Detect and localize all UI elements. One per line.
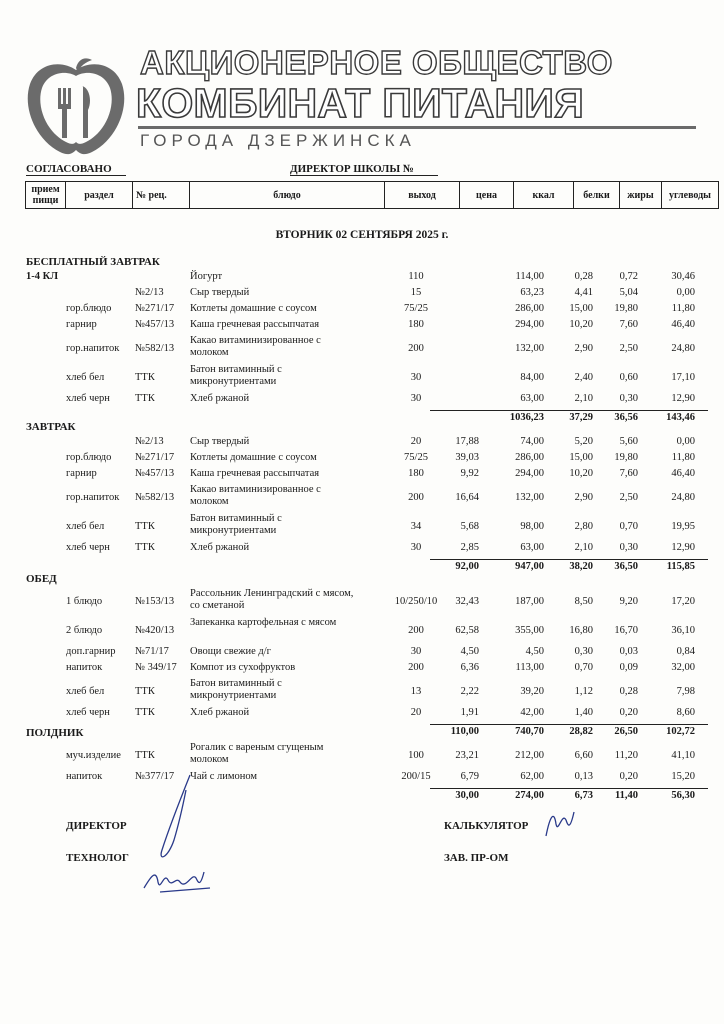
section-title: ОБЕД bbox=[26, 573, 57, 585]
cell-dish: Компот из сухофруктов bbox=[190, 662, 296, 673]
total-z: 11,40 bbox=[614, 790, 638, 801]
company-name: КОМБИНАТ ПИТАНИЯ bbox=[136, 80, 584, 126]
cell-price: 6,36 bbox=[460, 662, 479, 673]
cell-u: 12,90 bbox=[671, 393, 695, 404]
cell-z: 0,70 bbox=[619, 521, 638, 532]
menu-row bbox=[0, 319, 724, 334]
cell-b: 2,10 bbox=[574, 542, 593, 553]
cell-u: 46,40 bbox=[671, 468, 695, 479]
col-price: цена bbox=[460, 182, 514, 209]
cell-kcal: 63,23 bbox=[520, 287, 544, 298]
cell-razdel: хлеб бел bbox=[66, 521, 105, 532]
cell-dish: Рассольник Ленинградский с мясом, со сметаной bbox=[190, 588, 354, 611]
cell-dish: Рогалик с вареным сгущеным молоком bbox=[190, 742, 324, 765]
total-divider bbox=[430, 788, 708, 789]
cell-price: 2,85 bbox=[460, 542, 479, 553]
menu-row bbox=[0, 335, 724, 363]
cell-out: 15 bbox=[410, 287, 422, 298]
company-city: ГОРОДА ДЗЕРЖИНСКА bbox=[140, 131, 416, 150]
cell-razdel: 1 блюдо bbox=[66, 596, 103, 607]
cell-razdel: хлеб черн bbox=[66, 707, 110, 718]
cell-razdel: хлеб черн bbox=[66, 393, 110, 404]
cell-rec: №153/13 bbox=[135, 596, 175, 607]
cell-rec: №457/13 bbox=[135, 319, 175, 330]
school-director-label: ДИРЕКТОР ШКОЛЫ № bbox=[290, 163, 414, 175]
cell-razdel: гор.напиток bbox=[66, 492, 120, 503]
total-z: 36,50 bbox=[614, 561, 638, 572]
cell-razdel: напиток bbox=[66, 662, 103, 673]
cell-razdel: хлеб бел bbox=[66, 372, 105, 383]
total-b: 37,29 bbox=[569, 412, 593, 423]
cell-dish: Какао витаминизированное с молоком bbox=[190, 484, 321, 507]
menu-row bbox=[0, 771, 724, 786]
cell-out: 180 bbox=[408, 319, 424, 330]
cell-kcal: 98,00 bbox=[520, 521, 544, 532]
cell-u: 24,80 bbox=[671, 343, 695, 354]
cell-price: 2,22 bbox=[460, 686, 479, 697]
cell-u: 17,20 bbox=[671, 596, 695, 607]
cell-b: 0,28 bbox=[574, 271, 593, 282]
cell-rec: №582/13 bbox=[135, 492, 175, 503]
total-u: 56,30 bbox=[671, 790, 695, 801]
cell-dish: Хлеб ржаной bbox=[190, 393, 250, 404]
menu-row bbox=[0, 678, 724, 706]
cell-b: 0,13 bbox=[574, 771, 593, 782]
cell-b: 16,80 bbox=[569, 625, 593, 636]
menu-row bbox=[0, 436, 724, 451]
cell-rec: №271/17 bbox=[135, 303, 175, 314]
cell-razdel: гарнир bbox=[66, 319, 97, 330]
menu-row bbox=[0, 742, 724, 770]
cell-z: 2,50 bbox=[619, 343, 638, 354]
cell-price: 32,43 bbox=[455, 596, 479, 607]
cell-out: 110 bbox=[408, 271, 424, 282]
col-carbs: углеводы bbox=[662, 182, 719, 209]
cell-z: 0,20 bbox=[619, 771, 638, 782]
cell-z: 0,09 bbox=[619, 662, 638, 673]
cell-kcal: 39,20 bbox=[520, 686, 544, 697]
cell-price: 9,92 bbox=[460, 468, 479, 479]
cell-rec: ТТК bbox=[135, 542, 155, 553]
cell-price: 6,79 bbox=[460, 771, 479, 782]
cell-z: 5,60 bbox=[619, 436, 638, 447]
cell-out: 20 bbox=[410, 436, 422, 447]
cell-u: 19,95 bbox=[671, 521, 695, 532]
cell-z: 2,50 bbox=[619, 492, 638, 503]
total-z: 36,56 bbox=[614, 412, 638, 423]
cell-price: 23,21 bbox=[455, 750, 479, 761]
total-price: 92,00 bbox=[455, 561, 479, 572]
menu-row bbox=[0, 707, 724, 722]
cell-out: 20 bbox=[410, 707, 422, 718]
cell-z: 16,70 bbox=[614, 625, 638, 636]
col-fat: жиры bbox=[620, 182, 662, 209]
cell-z: 0,30 bbox=[619, 542, 638, 553]
cell-dish: Каша гречневая рассыпчатая bbox=[190, 468, 320, 479]
cell-rec: №582/13 bbox=[135, 343, 175, 354]
cell-u: 11,80 bbox=[671, 303, 695, 314]
cell-rec: №2/13 bbox=[135, 287, 164, 298]
cell-kcal: 4,50 bbox=[525, 646, 544, 657]
cell-rec: ТТК bbox=[135, 393, 155, 404]
cell-u: 11,80 bbox=[671, 452, 695, 463]
col-kcal: ккал bbox=[514, 182, 574, 209]
cell-dish: Батон витаминный с микронутриентами bbox=[190, 513, 282, 536]
cell-u: 17,10 bbox=[671, 372, 695, 383]
cell-b: 2,10 bbox=[574, 393, 593, 404]
cell-razdel: гор.блюдо bbox=[66, 452, 112, 463]
menu-row bbox=[0, 452, 724, 467]
cell-rec: ТТК bbox=[135, 707, 155, 718]
cell-dish: Батон витаминный с микронутриентами bbox=[190, 678, 282, 701]
cell-z: 0,28 bbox=[619, 686, 638, 697]
cell-kcal: 212,00 bbox=[515, 750, 544, 761]
section-subtitle: 1-4 КЛ bbox=[26, 271, 59, 282]
total-z: 26,50 bbox=[614, 726, 638, 737]
cell-z: 7,60 bbox=[619, 319, 638, 330]
cell-z: 5,04 bbox=[619, 287, 638, 298]
cell-kcal: 294,00 bbox=[515, 319, 544, 330]
cell-out: 180 bbox=[408, 468, 424, 479]
cell-b: 2,40 bbox=[574, 372, 593, 383]
col-output: выход bbox=[385, 182, 460, 209]
cell-out: 200/15 bbox=[401, 771, 431, 782]
school-director-line bbox=[290, 175, 438, 176]
cell-dish: Йогурт bbox=[190, 271, 223, 282]
cell-z: 11,20 bbox=[614, 750, 638, 761]
total-kcal: 1036,23 bbox=[509, 412, 544, 423]
cell-kcal: 62,00 bbox=[520, 771, 544, 782]
technologist-signature-label: ТЕХНОЛОГ bbox=[66, 852, 129, 864]
cell-out: 30 bbox=[410, 393, 422, 404]
company-logo bbox=[22, 58, 130, 158]
cell-dish: Котлеты домашние с соусом bbox=[190, 452, 317, 463]
cell-u: 0,00 bbox=[676, 436, 695, 447]
company-type: АКЦИОНЕРНОЕ ОБЩЕСТВО bbox=[140, 44, 613, 81]
cell-out: 200 bbox=[408, 662, 424, 673]
total-b: 6,73 bbox=[574, 790, 593, 801]
cell-u: 36,10 bbox=[671, 625, 695, 636]
col-protein: белки bbox=[574, 182, 620, 209]
cell-u: 41,10 bbox=[671, 750, 695, 761]
cell-kcal: 294,00 bbox=[515, 468, 544, 479]
cell-b: 15,00 bbox=[569, 303, 593, 314]
cell-b: 4,41 bbox=[574, 287, 593, 298]
menu-row bbox=[0, 468, 724, 483]
cell-b: 1,12 bbox=[574, 686, 593, 697]
total-u: 115,85 bbox=[666, 561, 695, 572]
cell-kcal: 114,00 bbox=[515, 271, 544, 282]
cell-z: 7,60 bbox=[619, 468, 638, 479]
menu-row bbox=[0, 287, 724, 302]
cell-razdel: муч.изделие bbox=[66, 750, 121, 761]
cell-kcal: 187,00 bbox=[515, 596, 544, 607]
cell-b: 2,80 bbox=[574, 521, 593, 532]
cell-rec: №2/13 bbox=[135, 436, 164, 447]
cell-u: 32,00 bbox=[671, 662, 695, 673]
menu-row bbox=[0, 513, 724, 541]
cell-z: 0,20 bbox=[619, 707, 638, 718]
cell-b: 6,60 bbox=[574, 750, 593, 761]
col-meal: прием пищи bbox=[26, 182, 66, 209]
cell-u: 0,84 bbox=[676, 646, 695, 657]
cell-razdel: гор.блюдо bbox=[66, 303, 112, 314]
cell-rec: №457/13 bbox=[135, 468, 175, 479]
cell-kcal: 63,00 bbox=[520, 542, 544, 553]
total-divider bbox=[430, 410, 708, 411]
cell-rec: №271/17 bbox=[135, 452, 175, 463]
cell-dish: Сыр твердый bbox=[190, 287, 250, 298]
section-title: ЗАВТРАК bbox=[26, 421, 76, 433]
cell-kcal: 132,00 bbox=[515, 492, 544, 503]
cell-price: 16,64 bbox=[455, 492, 479, 503]
menu-row bbox=[0, 662, 724, 677]
cell-dish: Хлеб ржаной bbox=[190, 542, 250, 553]
cell-rec: №71/17 bbox=[135, 646, 169, 657]
cell-rec: № 349/17 bbox=[135, 662, 177, 673]
cell-kcal: 42,00 bbox=[520, 707, 544, 718]
cell-kcal: 74,00 bbox=[520, 436, 544, 447]
cell-razdel: напиток bbox=[66, 771, 103, 782]
menu-row bbox=[0, 542, 724, 557]
cell-dish: Чай с лимоном bbox=[190, 771, 258, 782]
total-b: 38,20 bbox=[569, 561, 593, 572]
cell-out: 30 bbox=[410, 372, 422, 383]
total-kcal: 947,00 bbox=[515, 561, 544, 572]
cell-u: 0,00 bbox=[676, 287, 695, 298]
cell-b: 2,90 bbox=[574, 343, 593, 354]
cell-z: 9,20 bbox=[619, 596, 638, 607]
cell-price: 5,68 bbox=[460, 521, 479, 532]
col-recipe: № рец. bbox=[133, 182, 190, 209]
total-kcal: 740,70 bbox=[515, 726, 544, 737]
cell-dish: Какао витаминизированное с молоком bbox=[190, 335, 321, 358]
cell-u: 7,98 bbox=[676, 686, 695, 697]
cell-rec: ТТК bbox=[135, 521, 155, 532]
cell-rec: №420/13 bbox=[135, 625, 175, 636]
handwritten-signature-calculator bbox=[540, 806, 580, 842]
agreed-line bbox=[26, 175, 126, 176]
cell-out: 34 bbox=[410, 521, 422, 532]
total-divider bbox=[430, 724, 708, 725]
cell-u: 12,90 bbox=[671, 542, 695, 553]
cell-out: 75/25 bbox=[404, 452, 428, 463]
cell-u: 24,80 bbox=[671, 492, 695, 503]
column-header-table bbox=[25, 181, 719, 209]
cell-razdel: хлеб черн bbox=[66, 542, 110, 553]
cell-dish: Батон витаминный с микронутриентами bbox=[190, 364, 282, 387]
cell-razdel: гор.напиток bbox=[66, 343, 120, 354]
col-section: раздел bbox=[66, 182, 133, 209]
cell-z: 19,80 bbox=[614, 452, 638, 463]
cell-dish: Хлеб ржаной bbox=[190, 707, 250, 718]
menu-row bbox=[0, 484, 724, 512]
header-divider bbox=[138, 126, 696, 129]
total-u: 143,46 bbox=[666, 412, 695, 423]
cell-z: 0,03 bbox=[619, 646, 638, 657]
menu-row bbox=[0, 364, 724, 392]
cell-rec: ТТК bbox=[135, 372, 155, 383]
cell-dish: Запеканка картофельная с мясом bbox=[190, 617, 337, 628]
cell-kcal: 113,00 bbox=[515, 662, 544, 673]
menu-row bbox=[0, 271, 724, 286]
cell-u: 30,46 bbox=[671, 271, 695, 282]
cell-price: 1,91 bbox=[460, 707, 479, 718]
cell-b: 1,40 bbox=[574, 707, 593, 718]
cell-b: 10,20 bbox=[569, 319, 593, 330]
total-divider bbox=[430, 559, 708, 560]
cell-out: 30 bbox=[410, 646, 422, 657]
cell-out: 75/25 bbox=[404, 303, 428, 314]
cell-b: 5,20 bbox=[574, 436, 593, 447]
menu-row bbox=[0, 588, 724, 616]
cell-razdel: доп.гарнир bbox=[66, 646, 116, 657]
cell-price: 17,88 bbox=[455, 436, 479, 447]
cell-b: 2,90 bbox=[574, 492, 593, 503]
total-u: 102,72 bbox=[666, 726, 695, 737]
cell-price: 4,50 bbox=[460, 646, 479, 657]
cell-kcal: 63,00 bbox=[520, 393, 544, 404]
cell-b: 8,50 bbox=[574, 596, 593, 607]
cell-z: 0,30 bbox=[619, 393, 638, 404]
cell-kcal: 286,00 bbox=[515, 303, 544, 314]
cell-out: 10/250/10 bbox=[394, 596, 438, 607]
section-title: ПОЛДНИК bbox=[26, 727, 84, 739]
cell-kcal: 355,00 bbox=[515, 625, 544, 636]
cell-dish: Сыр твердый bbox=[190, 436, 250, 447]
cell-out: 100 bbox=[408, 750, 424, 761]
cell-rec: ТТК bbox=[135, 686, 155, 697]
cell-price: 39,03 bbox=[455, 452, 479, 463]
menu-row bbox=[0, 646, 724, 661]
cell-dish: Каша гречневая рассыпчатая bbox=[190, 319, 320, 330]
cell-dish: Котлеты домашние с соусом bbox=[190, 303, 317, 314]
total-price: 30,00 bbox=[455, 790, 479, 801]
col-dish: блюдо bbox=[190, 182, 385, 209]
cell-out: 200 bbox=[408, 492, 424, 503]
handwritten-signature-technologist bbox=[140, 858, 220, 898]
total-price: 110,00 bbox=[450, 726, 479, 737]
cell-out: 30 bbox=[410, 542, 422, 553]
cell-kcal: 84,00 bbox=[520, 372, 544, 383]
menu-row bbox=[0, 393, 724, 408]
director-signature-label: ДИРЕКТОР bbox=[66, 820, 127, 832]
cell-out: 200 bbox=[408, 625, 424, 636]
cell-razdel: хлеб бел bbox=[66, 686, 105, 697]
cell-out: 200 bbox=[408, 343, 424, 354]
cell-b: 10,20 bbox=[569, 468, 593, 479]
cell-out: 13 bbox=[410, 686, 422, 697]
cell-razdel: 2 блюдо bbox=[66, 625, 103, 636]
menu-date-title: ВТОРНИК 02 СЕНТЯБРЯ 2025 г. bbox=[275, 229, 449, 241]
menu-row bbox=[0, 617, 724, 645]
section-title: БЕСПЛАТНЫЙ ЗАВТРАК bbox=[26, 256, 160, 268]
cell-kcal: 286,00 bbox=[515, 452, 544, 463]
cell-razdel: гарнир bbox=[66, 468, 97, 479]
cell-z: 19,80 bbox=[614, 303, 638, 314]
calculator-signature-label: КАЛЬКУЛЯТОР bbox=[444, 820, 529, 832]
cell-b: 15,00 bbox=[569, 452, 593, 463]
agreed-label: СОГЛАСОВАНО bbox=[26, 163, 112, 175]
cell-z: 0,60 bbox=[619, 372, 638, 383]
cell-u: 46,40 bbox=[671, 319, 695, 330]
cell-dish: Овощи свежие д/г bbox=[190, 646, 271, 657]
cell-u: 15,20 bbox=[671, 771, 695, 782]
menu-row bbox=[0, 303, 724, 318]
cell-b: 0,70 bbox=[574, 662, 593, 673]
total-b: 28,82 bbox=[569, 726, 593, 737]
head-production-label: ЗАВ. ПР-ОМ bbox=[444, 852, 509, 864]
total-kcal: 274,00 bbox=[515, 790, 544, 801]
cell-u: 8,60 bbox=[676, 707, 695, 718]
cell-kcal: 132,00 bbox=[515, 343, 544, 354]
cell-rec: ТТК bbox=[135, 750, 155, 761]
cell-rec: №377/17 bbox=[135, 771, 175, 782]
cell-b: 0,30 bbox=[574, 646, 593, 657]
cell-z: 0,72 bbox=[619, 271, 638, 282]
cell-price: 62,58 bbox=[455, 625, 479, 636]
